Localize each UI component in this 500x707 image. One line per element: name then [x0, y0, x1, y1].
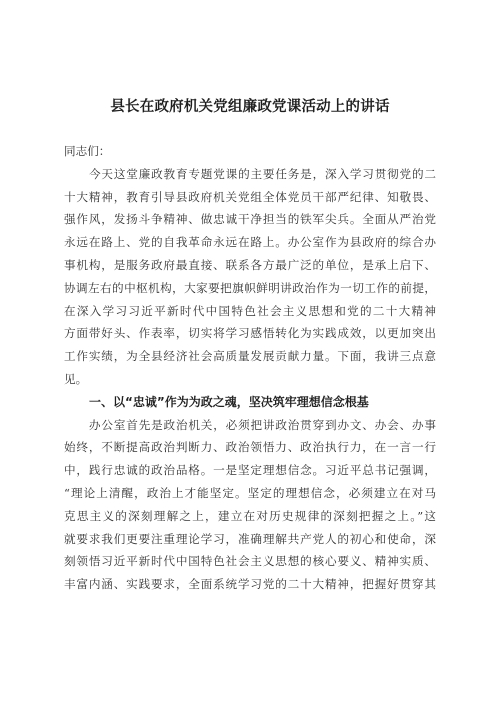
document-title: 县长在政府机关党组廉政党课活动上的讲话 [110, 99, 390, 115]
paragraph-line: 十大精神，教育引导县政府机关党组全体党员干部严纪律、知敬畏、 [64, 189, 436, 204]
paragraph-line: 永远在路上、党的自我革命永远在路上。办公室作为县政府的综合办 [64, 235, 436, 250]
paragraph-line: 协调左右的中枢机构，大家要把旗帜鲜明讲政治作为一切工作的前提， [64, 280, 436, 295]
paragraph-line: 刻领悟习近平新时代中国特色社会主义思想的核心要义、精神实质、 [64, 554, 436, 569]
paragraph-line: 中，践行忠诚的政治品格。一是坚定理想信念。习近平总书记强调， [64, 463, 436, 478]
paragraph-line: 在深入学习习近平新时代中国特色社会主义思想和党的二十大精神 [64, 303, 436, 318]
section-heading-1: 一、以“忠诚”作为为政之魂，坚决筑牢理想信念根基 [89, 394, 369, 409]
salutation: 同志们： [64, 144, 111, 158]
paragraph-line: 见。 [64, 371, 88, 386]
paragraph-line: 方面带好头、作表率，切实将学习感悟转化为实践成效，以更加突出 [64, 326, 436, 341]
document-body [64, 140, 436, 596]
paragraph-line: 事机构，是服务政府最直接、联系各方最广泛的单位，是承上启下、 [64, 257, 436, 272]
paragraph-line: 今天这堂廉政教育专题党课的主要任务是，深入学习贯彻党的二 [89, 166, 436, 181]
paragraph-line: 工作实绩，为全县经济社会高质量发展贡献力量。下面，我讲三点意 [64, 349, 436, 364]
paragraph-line: 丰富内涵、实践要求，全面系统学习党的二十大精神，把握好贯穿其 [64, 577, 436, 592]
paragraph-line: 强作风，发扬斗争精神、做忠诚干净担当的铁军尖兵。全面从严治党 [64, 212, 436, 227]
paragraph-line: 办公室首先是政治机关，必须把讲政治贯穿到办文、办会、办事 [89, 417, 436, 432]
paragraph-line: 克思主义的深刻理解之上，建立在对历史规律的深刻把握之上。”这 [64, 508, 436, 523]
paragraph-line: 始终，不断提高政治判断力、政治领悟力、政治执行力，在一言一行 [64, 440, 436, 455]
paragraph-line: “理论上清醒，政治上才能坚定。坚定的理想信念，必须建立在对马 [64, 485, 436, 500]
paragraph-line: 就要求我们更要注重理论学习，准确理解共产党人的初心和使命，深 [64, 531, 436, 546]
